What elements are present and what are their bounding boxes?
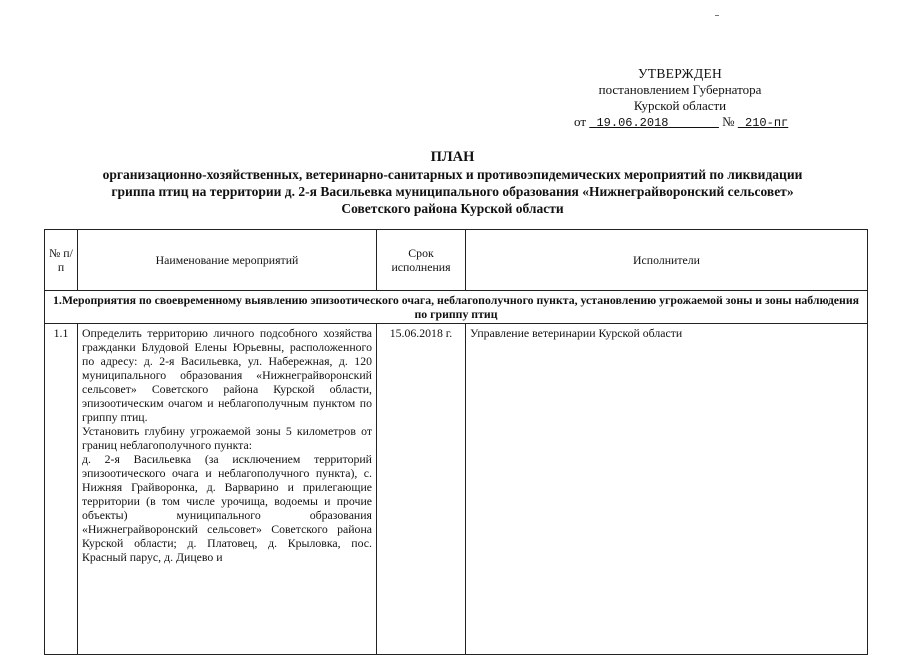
header-deadline: Срок исполнения: [377, 230, 466, 291]
document-title: [40, 149, 865, 217]
row-description: [78, 324, 377, 655]
section-title: 1.Мероприятия по своевременному выявлению эпизоотического очага, неблагополучного пункта, установлению угрожаемой зоны и зоны наблюдения по гриппу птиц: [45, 291, 868, 324]
plan-table: [44, 229, 868, 655]
row-deadline: 15.06.2018 г.: [377, 324, 466, 655]
table-header-row: [45, 230, 868, 291]
section-row: [45, 291, 868, 324]
row-executors: Управление ветеринарии Курской области: [466, 324, 868, 655]
row-description-p3: д. 2-я Васильевка (за исключением территорий эпизоотического очага и неблагополучного пункта), с. Нижняя Грайворонка, д. Варварино и прилегающие территории (в том числе урочища, водоемы и прочие объекты) муниципального образования «Нижнеграйворонский сельсовет» Советского района Курской области; д. Платовец, д. Крыловка, пос. Красный парус, д. Дицево и: [82, 452, 372, 564]
approval-stamp: [560, 66, 800, 131]
row-description-p2: Установить глубину угрожаемой зоны 5 километров от границ неблагополучного пункта:: [82, 424, 372, 452]
title-line-1: организационно-хозяйственных, ветеринарно-санитарных и противоэпидемических мероприятий по ликвидации: [102, 167, 803, 182]
header-num: № п/п: [45, 230, 78, 291]
scan-mark: [715, 15, 719, 16]
title-line-2: гриппа птиц на территории д. 2-я Васильевка муниципального образования «Нижнеграйворонский сельсовет»: [111, 184, 794, 199]
approval-line-1: постановлением Губернатора: [598, 82, 762, 97]
header-name: Наименование мероприятий: [78, 230, 377, 291]
approval-number: 210-пг: [745, 116, 789, 130]
title-line-3: Советского района Курской области: [341, 201, 564, 216]
row-num: 1.1: [45, 324, 78, 655]
approval-date-line: [560, 114, 800, 131]
number-prefix: №: [722, 114, 735, 129]
approval-date: 19.06.2018: [596, 116, 669, 130]
approval-line-2: Курской области: [633, 98, 727, 113]
row-description-p1: Определить территорию личного подсобного хозяйства гражданки Блудовой Елены Юрьевны, расположенного по адресу: д. 2-я Васильевка, ул. Набережная, д. 120 муниципального образования «Нижнеграйворонский сельсовет» Советского района Курской области, эпизоотическим очагом и неблагополучным пунктом по гриппу птиц.: [82, 326, 372, 424]
header-executors: Исполнители: [466, 230, 868, 291]
title-plan: ПЛАН: [430, 149, 475, 165]
table-row: [45, 324, 868, 655]
approval-heading: УТВЕРЖДЕН: [637, 66, 723, 81]
date-prefix: от: [574, 114, 587, 129]
